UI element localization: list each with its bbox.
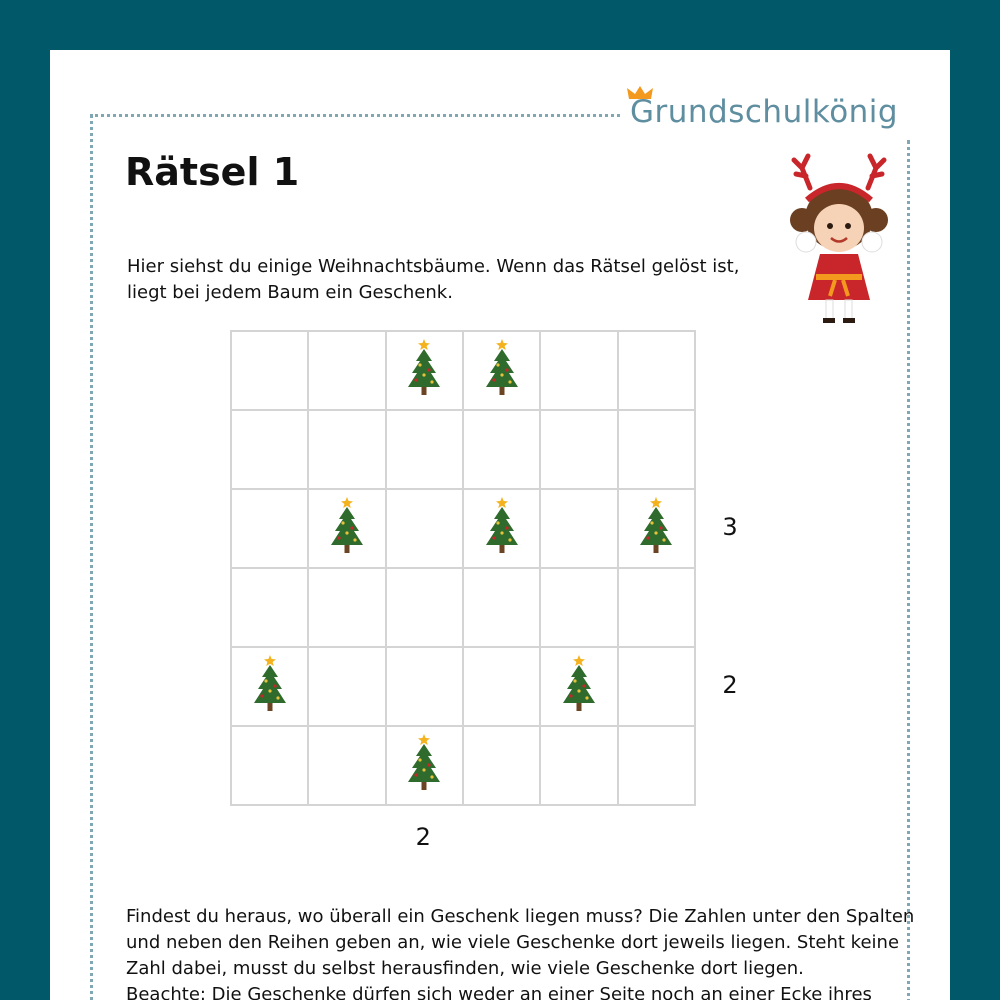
grid-cell[interactable] — [232, 411, 309, 490]
dotted-border-left — [90, 114, 93, 1000]
christmas-tree-icon — [248, 653, 292, 721]
grid-cell[interactable] — [619, 727, 696, 806]
grid-cell[interactable] — [464, 569, 541, 648]
christmas-tree-icon — [402, 732, 446, 800]
grid-cell[interactable] — [387, 411, 464, 490]
grid-cell[interactable] — [464, 727, 541, 806]
grid-cell[interactable] — [619, 648, 696, 727]
christmas-tree-icon — [325, 495, 369, 563]
instructions-text — [126, 904, 916, 1000]
grid-cell[interactable] — [387, 648, 464, 727]
worksheet-page — [50, 50, 950, 1000]
grid-cell[interactable] — [541, 569, 618, 648]
grid-cell[interactable] — [387, 569, 464, 648]
grid-cell[interactable] — [309, 727, 386, 806]
instructions-paragraph-1: Findest du heraus, wo überall ein Geschenk liegen muss? Die Zahlen unter den Spalten und neben den Reihen geben an, wie viele Geschenke dort jeweils liegen. Steht keine Zahl dabei, musst du selbst herausfinden, wie viele Geschenke dort liegen. — [126, 906, 915, 979]
grid-cell[interactable] — [541, 727, 618, 806]
grid-cell[interactable] — [232, 727, 309, 806]
grid-cell[interactable] — [309, 490, 386, 569]
grid-cell[interactable] — [619, 490, 696, 569]
christmas-tree-icon — [634, 495, 678, 563]
grid-cell[interactable] — [541, 648, 618, 727]
page-title: Rätsel 1 — [125, 150, 300, 194]
instructions-paragraph-2: Beachte: Die Geschenke dürfen sich weder an einer Seite noch an einer Ecke ihres — [126, 984, 872, 1000]
christmas-tree-icon — [557, 653, 601, 721]
grid-cell[interactable] — [541, 332, 618, 411]
row-clue: 3 — [722, 512, 738, 541]
grid-cell[interactable] — [232, 332, 309, 411]
grid-cell[interactable] — [232, 648, 309, 727]
dotted-border-right — [907, 140, 910, 1000]
grid-cell[interactable] — [619, 569, 696, 648]
grid-cell[interactable] — [619, 332, 696, 411]
christmas-tree-icon — [402, 337, 446, 405]
grid-cell[interactable] — [464, 648, 541, 727]
christmas-tree-icon — [480, 495, 524, 563]
grid-cell[interactable] — [464, 332, 541, 411]
christmas-tree-icon — [480, 337, 524, 405]
grid-cell[interactable] — [309, 332, 386, 411]
brand-logo: Grundschulkönig — [630, 94, 899, 130]
intro-text: Hier siehst du einige Weihnachtsbäume. Wenn das Rätsel gelöst ist, liegt bei jedem Baum ein Geschenk. — [127, 256, 740, 303]
row-clue: 2 — [722, 670, 738, 699]
grid-cell[interactable] — [232, 490, 309, 569]
grid-cell[interactable] — [309, 648, 386, 727]
grid-cell[interactable] — [387, 332, 464, 411]
grid-cell[interactable] — [541, 490, 618, 569]
puzzle-grid — [230, 330, 696, 806]
grid-cell[interactable] — [232, 569, 309, 648]
dotted-border-top — [90, 114, 620, 117]
grid-cell[interactable] — [541, 411, 618, 490]
grid-cell[interactable] — [387, 727, 464, 806]
grid-cell[interactable] — [309, 569, 386, 648]
grid-cell[interactable] — [464, 411, 541, 490]
grid-cell[interactable] — [464, 490, 541, 569]
column-clue: 2 — [415, 823, 431, 851]
reindeer-girl-illustration — [780, 150, 898, 330]
grid-cell[interactable] — [309, 411, 386, 490]
grid-cell[interactable] — [387, 490, 464, 569]
grid-cell[interactable] — [619, 411, 696, 490]
